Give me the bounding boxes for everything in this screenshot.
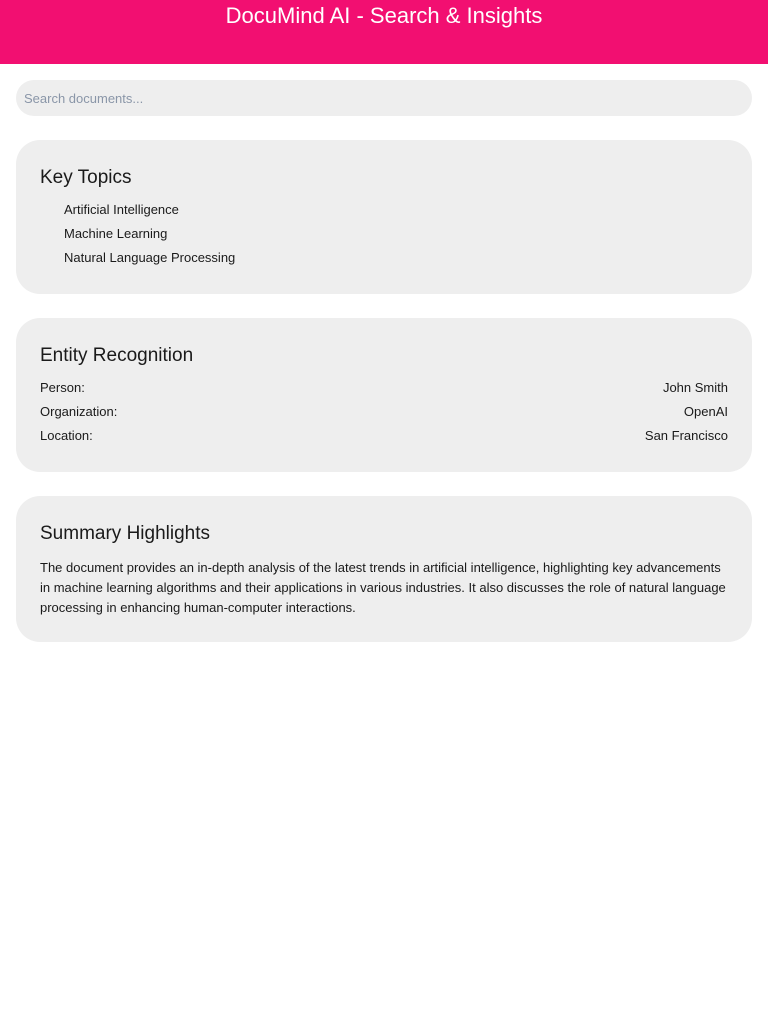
- main-content: [0, 64, 768, 642]
- entity-label: Organization:: [40, 404, 118, 419]
- entity-recognition-title: Entity Recognition: [40, 345, 194, 366]
- entity-label: Person:: [40, 380, 85, 395]
- app-title: DocuMind AI - Search & Insights: [225, 3, 543, 28]
- key-topics-card: [16, 140, 752, 294]
- entity-label: Location:: [40, 428, 93, 443]
- summary-highlights-card: [16, 496, 752, 642]
- topic-item: Machine Learning: [64, 226, 168, 241]
- topic-item: Artificial Intelligence: [64, 202, 179, 217]
- key-topics-title: Key Topics: [40, 167, 132, 188]
- entity-row-location: [40, 424, 728, 448]
- app-header: [0, 0, 768, 64]
- entity-value: OpenAI: [683, 404, 728, 419]
- entity-value: San Francisco: [644, 428, 728, 443]
- entity-recognition-card: [16, 318, 752, 472]
- search-input[interactable]: [24, 80, 744, 116]
- summary-text: The document provides an in-depth analysis of the latest trends in artificial intelligence, highlighting key advancements in machine learning algorithms and their applications in various industries. It also discusses the role of natural language processing in enhancing human-computer interactions.: [40, 560, 726, 615]
- topic-item: Natural Language Processing: [64, 250, 236, 265]
- topic-list: [40, 198, 728, 270]
- entity-row-person: [40, 376, 728, 400]
- search-bar[interactable]: [16, 80, 752, 116]
- summary-highlights-title: Summary Highlights: [40, 523, 210, 544]
- entity-row-organization: [40, 400, 728, 424]
- entity-value: John Smith: [662, 380, 728, 395]
